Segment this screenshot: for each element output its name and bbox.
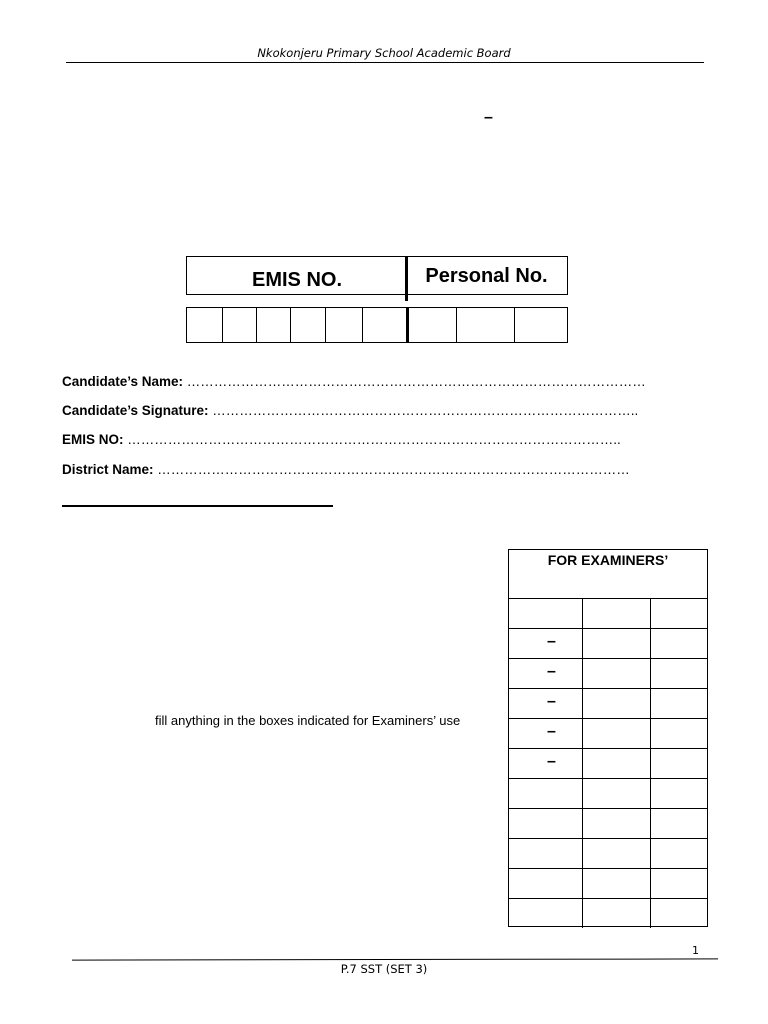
paper-code: P.7 SST (SET 3) xyxy=(340,962,428,976)
marks-cell[interactable] xyxy=(583,839,651,868)
examiners-table-row xyxy=(509,868,707,898)
marks-cell[interactable] xyxy=(583,809,651,838)
marks-cell[interactable] xyxy=(651,809,707,838)
footer-rule xyxy=(72,958,718,960)
question-mark: – xyxy=(547,753,556,770)
examiners-table-row xyxy=(509,748,707,778)
marks-cell[interactable] xyxy=(651,869,707,898)
marks-cell[interactable] xyxy=(651,659,707,688)
instruction-text: fill anything in the boxes indicated for Examiners’ use xyxy=(155,713,461,728)
marks-cell[interactable] xyxy=(583,599,651,628)
question-cell xyxy=(509,899,583,928)
emis-no-label: EMIS NO: xyxy=(62,432,124,447)
question-cell xyxy=(509,629,583,658)
personal-no-heading: Personal No. xyxy=(406,256,568,295)
marks-cell[interactable] xyxy=(583,719,651,748)
id-box-line xyxy=(362,308,363,342)
district-name-field[interactable] xyxy=(62,462,630,477)
id-box-line xyxy=(325,308,326,342)
question-mark: – xyxy=(547,633,556,650)
question-cell xyxy=(509,749,583,778)
marks-cell[interactable] xyxy=(651,599,707,628)
candidate-name-field[interactable] xyxy=(62,374,646,389)
candidate-signature-dots: ………………………………………………………………………………….. xyxy=(208,403,639,418)
marks-cell[interactable] xyxy=(651,779,707,808)
id-box-line xyxy=(406,308,409,342)
marks-cell[interactable] xyxy=(583,869,651,898)
page-number: 1 xyxy=(692,944,699,957)
question-cell xyxy=(509,869,583,898)
emis-no-dots: ……………………………………………………………………………………………….. xyxy=(123,432,621,447)
examiners-table-row xyxy=(509,898,707,928)
examiners-table xyxy=(508,549,708,927)
marks-cell[interactable] xyxy=(651,839,707,868)
examiners-table-row xyxy=(509,688,707,718)
question-cell xyxy=(509,809,583,838)
marks-cell[interactable] xyxy=(651,899,707,928)
question-mark: – xyxy=(547,723,556,740)
emis-no-heading: EMIS NO. xyxy=(186,256,407,295)
section-rule xyxy=(62,505,333,507)
examiners-table-row xyxy=(509,838,707,868)
examiners-table-row xyxy=(509,808,707,838)
question-cell xyxy=(509,659,583,688)
id-number-table xyxy=(186,256,568,343)
id-number-boxes[interactable] xyxy=(186,307,568,343)
board-title: Nkokonjeru Primary School Academic Board xyxy=(257,46,511,60)
examiners-table-row xyxy=(509,778,707,808)
examiners-table-row xyxy=(509,598,707,628)
id-box-line xyxy=(222,308,223,342)
marks-cell[interactable] xyxy=(583,629,651,658)
marks-cell[interactable] xyxy=(583,779,651,808)
marks-cell[interactable] xyxy=(651,749,707,778)
question-cell xyxy=(509,719,583,748)
marks-cell[interactable] xyxy=(583,689,651,718)
district-name-dots: …………………………………………………………………………………………… xyxy=(153,462,630,477)
title-dash: – xyxy=(484,109,493,126)
question-cell xyxy=(509,839,583,868)
examiners-table-row xyxy=(509,658,707,688)
examiners-table-row xyxy=(509,628,707,658)
id-table-divider xyxy=(405,256,408,301)
marks-cell[interactable] xyxy=(651,719,707,748)
emis-no-field[interactable] xyxy=(62,432,621,447)
candidate-signature-label: Candidate’s Signature: xyxy=(62,403,209,418)
examiners-table-title: FOR EXAMINERS’ xyxy=(547,552,669,568)
question-cell xyxy=(509,689,583,718)
marks-cell[interactable] xyxy=(583,749,651,778)
id-box-line xyxy=(514,308,515,342)
id-box-line xyxy=(290,308,291,342)
question-cell xyxy=(509,779,583,808)
question-mark: – xyxy=(547,663,556,680)
id-box-line xyxy=(256,308,257,342)
id-box-line xyxy=(456,308,457,342)
examiners-table-row xyxy=(509,718,707,748)
marks-cell[interactable] xyxy=(651,689,707,718)
candidate-name-label: Candidate’s Name: xyxy=(62,374,184,389)
marks-cell[interactable] xyxy=(651,629,707,658)
header-rule xyxy=(66,62,704,63)
candidate-name-dots: ………………………………………………………………………………………… xyxy=(183,374,646,389)
question-cell xyxy=(509,599,583,628)
question-mark: – xyxy=(547,693,556,710)
candidate-signature-field[interactable] xyxy=(62,403,638,418)
marks-cell[interactable] xyxy=(583,659,651,688)
marks-cell[interactable] xyxy=(583,899,651,928)
district-name-label: District Name: xyxy=(62,462,154,477)
